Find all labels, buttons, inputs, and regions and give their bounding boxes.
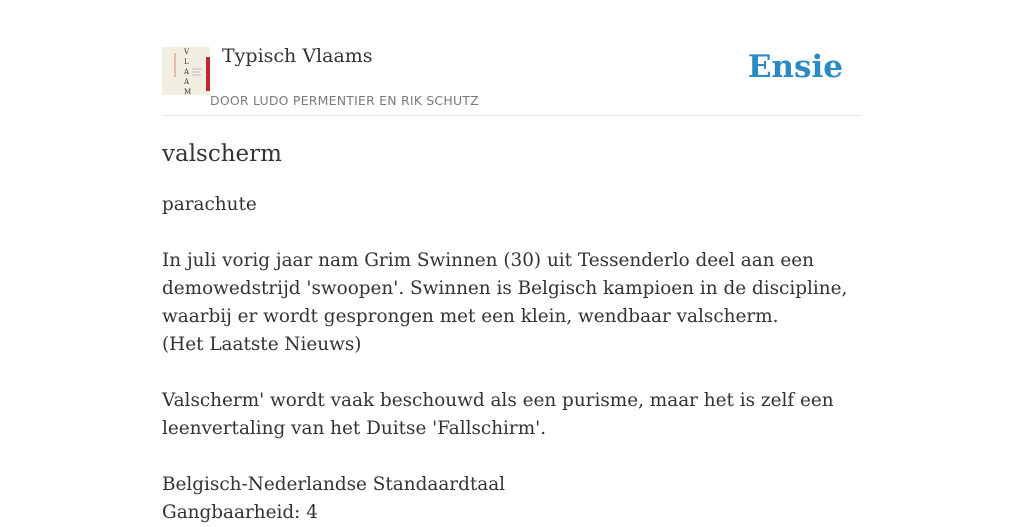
entry-note: Valscherm' wordt vaak beschouwd als een purisme, maar het is zelf een leenvertaling van het Duitse 'Fallschirm'. — [162, 390, 834, 439]
entry-definition: parachute — [162, 194, 257, 215]
blank-line — [162, 219, 862, 247]
vlaams-cover-art — [162, 47, 210, 95]
blank-line — [162, 443, 862, 471]
svg-text:A: A — [184, 68, 190, 76]
svg-text:V: V — [184, 48, 190, 56]
ensie-logo[interactable]: Ensie — [747, 49, 843, 85]
entry — [162, 138, 862, 527]
entry-body — [162, 191, 862, 527]
book-authors: DOOR LUDO PERMENTIER EN RIK SCHUTZ — [210, 93, 479, 108]
blank-line — [162, 359, 862, 387]
entry-example: In juli vorig jaar nam Grim Swinnen (30) uit Tessenderlo deel aan een demowedstrijd 'swoopen'. Swinnen is Belgisch kampioen in de discipline, waarbij er wordt gesprongen met een klein, wendbaar valscherm. — [162, 250, 848, 327]
book-title[interactable]: Typisch Vlaams — [222, 45, 373, 67]
entry-word: valscherm — [162, 141, 282, 167]
book-cover-icon[interactable] — [162, 47, 210, 95]
svg-text:A: A — [184, 78, 190, 86]
header — [162, 0, 862, 116]
entry-language-variant: Belgisch-Nederlandse Standaardtaal — [162, 474, 506, 495]
svg-text:M: M — [184, 88, 192, 96]
svg-text:L: L — [184, 58, 189, 66]
entry-example-source: (Het Laatste Nieuws) — [162, 334, 362, 355]
entry-usage-frequency: Gangbaarheid: 4 — [162, 502, 318, 523]
